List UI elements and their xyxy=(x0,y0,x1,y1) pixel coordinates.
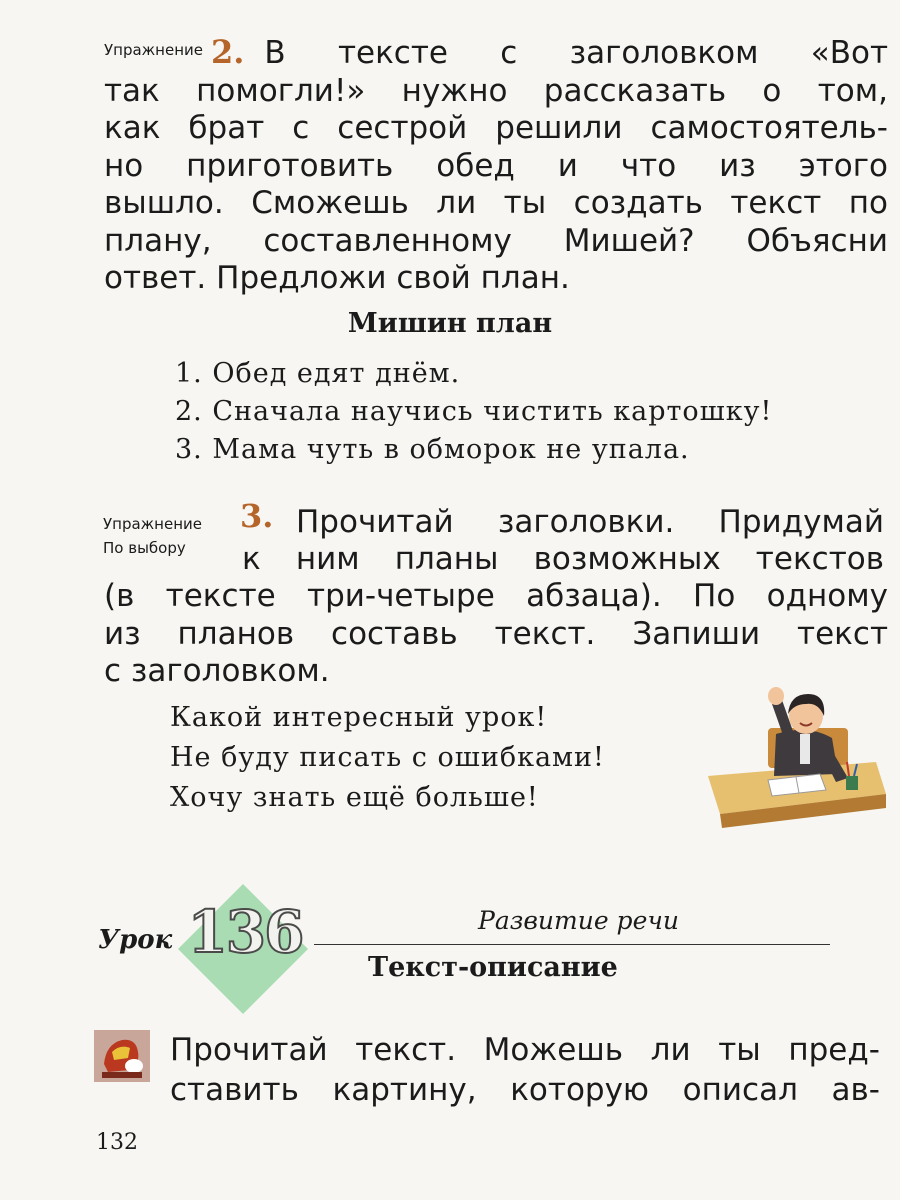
plan-item: 1. Обед едят днём. xyxy=(175,358,461,389)
exercise-3-sublabel: По выбору xyxy=(103,539,186,557)
plan-item: 2. Сначала научись чистить картошку! xyxy=(175,396,773,427)
lesson-word: Урок xyxy=(98,925,173,955)
lesson-number: 136 xyxy=(187,898,303,966)
exercise-3-label: Упражнение xyxy=(103,515,202,533)
phrases-block xyxy=(170,698,605,818)
text-line: вышло. Сможешь ли ты создать текст по xyxy=(104,185,888,221)
page-number: 132 xyxy=(96,1130,138,1155)
plan-item: 3. Мама чуть в обморок не упала. xyxy=(175,434,690,465)
text-line: как брат с сестрой решили самостоятель- xyxy=(104,110,888,146)
exercise-2-number: 2. xyxy=(211,33,245,71)
plan-list xyxy=(175,355,772,469)
lesson-title: Текст-описание xyxy=(368,952,618,983)
exercise-3-labels xyxy=(103,512,202,560)
text-line: В тексте с заголовком «Вот xyxy=(264,35,888,71)
text-line: ответ. Предложи свой план. xyxy=(104,260,570,296)
exercise-3-text xyxy=(296,504,884,542)
text-line: Прочитай текст. Можешь ли ты пред- xyxy=(170,1032,880,1068)
text-line: из планов составь текст. Запиши текст xyxy=(104,615,888,652)
lesson-divider xyxy=(314,944,830,945)
reading-task-icon xyxy=(94,1030,150,1082)
text-line: с заголовком. xyxy=(104,653,330,689)
text-line: ставить картину, которую описал ав- xyxy=(170,1072,880,1108)
text-line: плану, составленному Мишей? Объясни xyxy=(104,222,888,259)
phrase: Не буду писать с ошибками! xyxy=(170,742,605,773)
plan-title: Мишин план xyxy=(347,308,553,339)
boy-at-desk-illustration xyxy=(698,676,888,836)
phrase: Какой интересный урок! xyxy=(170,702,548,733)
text-line: (в тексте три-четыре абзаца). По одному xyxy=(104,578,888,614)
text-line: так помогли!» нужно рассказать о том, xyxy=(104,72,888,109)
lesson-section: Развитие речи xyxy=(478,906,680,935)
exercise-3-text-rest xyxy=(104,578,888,691)
text-line: к ним планы возможных текстов xyxy=(242,541,884,577)
exercise-2-label: Упражнение xyxy=(104,41,203,59)
task-text xyxy=(170,1030,880,1110)
exercise-3-number: 3. xyxy=(240,497,274,535)
exercise-2-text xyxy=(104,32,888,298)
text-line: Прочитай заголовки. Придумай xyxy=(296,504,884,540)
text-line: но приготовить обед и что из этого xyxy=(104,147,888,184)
phrase: Хочу знать ещё больше! xyxy=(170,782,539,813)
exercise-3-text-cont xyxy=(242,541,884,579)
